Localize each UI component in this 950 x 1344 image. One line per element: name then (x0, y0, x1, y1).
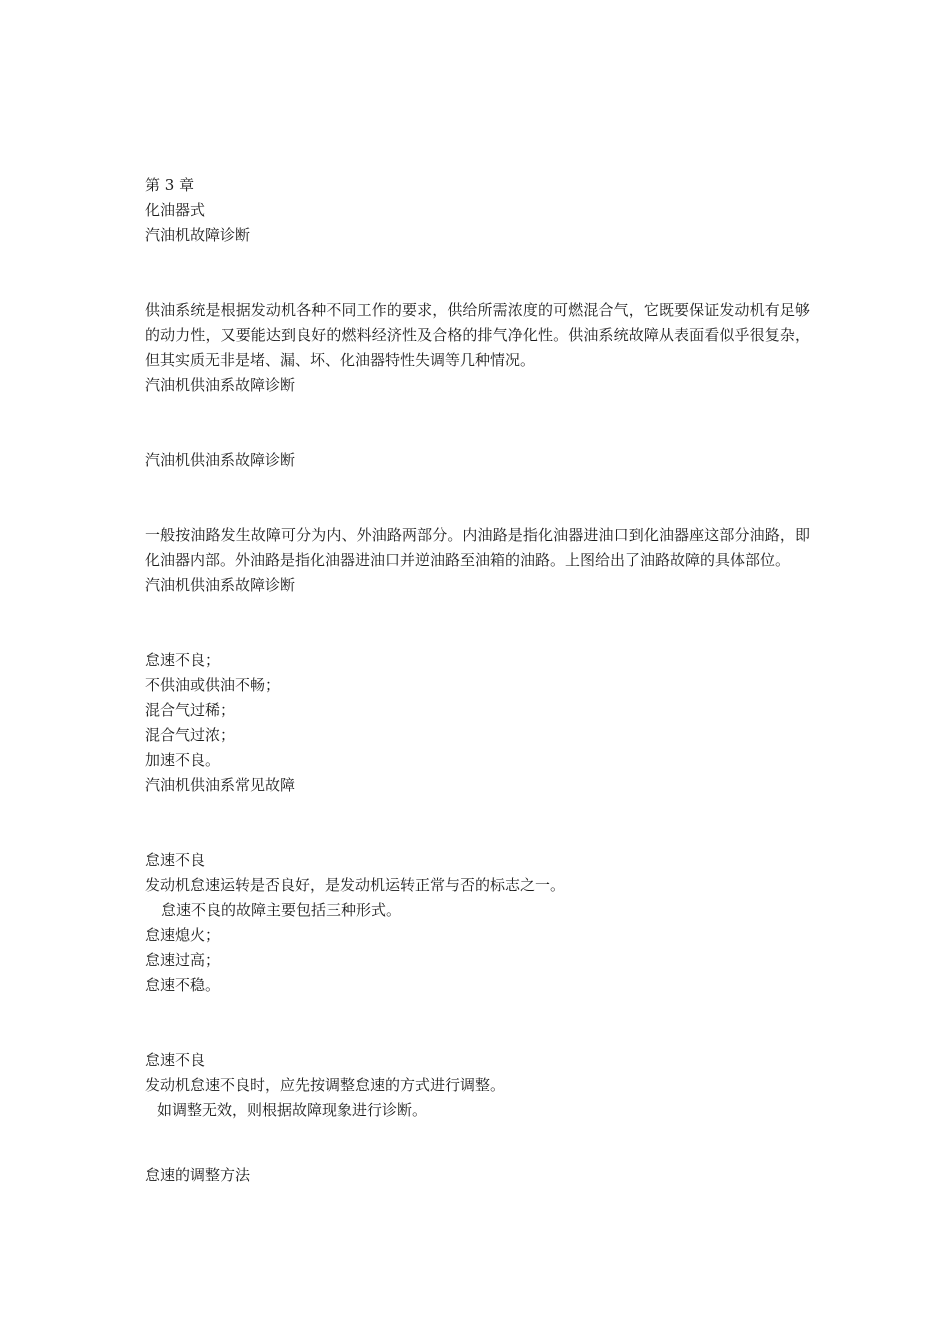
section5-line-1: 发动机怠速运转是否良好，是发动机运转正常与否的标志之一。 (145, 876, 566, 894)
section4-heading: 汽油机供油系常见故障 (145, 776, 296, 794)
section4-list (145, 648, 810, 773)
chapter-title-line-2: 汽油机故障诊断 (145, 226, 251, 244)
chapter-title-line-1: 化油器式 (145, 201, 206, 219)
section6-title: 怠速不良 (145, 1051, 206, 1069)
spacer (145, 798, 810, 848)
list-item: 不供油或供油不畅； (145, 676, 281, 694)
list-item: 怠速熄火； (145, 926, 221, 944)
spacer (145, 998, 810, 1048)
list-item: 加速不良。 (145, 751, 221, 769)
spacer (145, 1123, 810, 1163)
chapter-number: 第 3 章 (145, 176, 195, 194)
document-page (145, 173, 810, 1188)
list-item: 混合气过浓； (145, 726, 236, 744)
list-item: 怠速不良； (145, 651, 221, 669)
list-item: 怠速过高； (145, 951, 221, 969)
section2-heading: 汽油机供油系故障诊断 (145, 451, 296, 469)
section7-title: 怠速的调整方法 (145, 1166, 251, 1184)
section5-line-2: 怠速不良的故障主要包括三种形式。 (161, 901, 402, 919)
spacer (145, 473, 810, 523)
section5-list (145, 923, 810, 998)
section3-heading: 汽油机供油系故障诊断 (145, 576, 296, 594)
spacer (145, 598, 810, 648)
list-item: 怠速不稳。 (145, 976, 221, 994)
section6-line-1: 发动机怠速不良时，应先按调整怠速的方式进行调整。 (145, 1076, 506, 1094)
section6-line-2: 如调整无效，则根据故障现象进行诊断。 (157, 1101, 428, 1119)
section5-title: 怠速不良 (145, 851, 206, 869)
list-item: 混合气过稀； (145, 701, 236, 719)
section3-paragraph: 一般按油路发生故障可分为内、外油路两部分。内油路是指化油器进油口到化油器座这部分油路，即化油器内部。外油路是指化油器进油口并逆油路至油箱的油路。上图给出了油路故障的具体部位。 (145, 526, 810, 569)
spacer (145, 248, 810, 298)
spacer (145, 398, 810, 448)
section1-heading: 汽油机供油系故障诊断 (145, 376, 296, 394)
section1-paragraph: 供油系统是根据发动机各种不同工作的要求，供给所需浓度的可燃混合气，它既要保证发动机有足够的动力性，又要能达到良好的燃料经济性及合格的排气净化性。供油系统故障从表面看似乎很复杂，但其实质无非是堵、漏、坏、化油器特性失调等几种情况。 (145, 301, 810, 369)
